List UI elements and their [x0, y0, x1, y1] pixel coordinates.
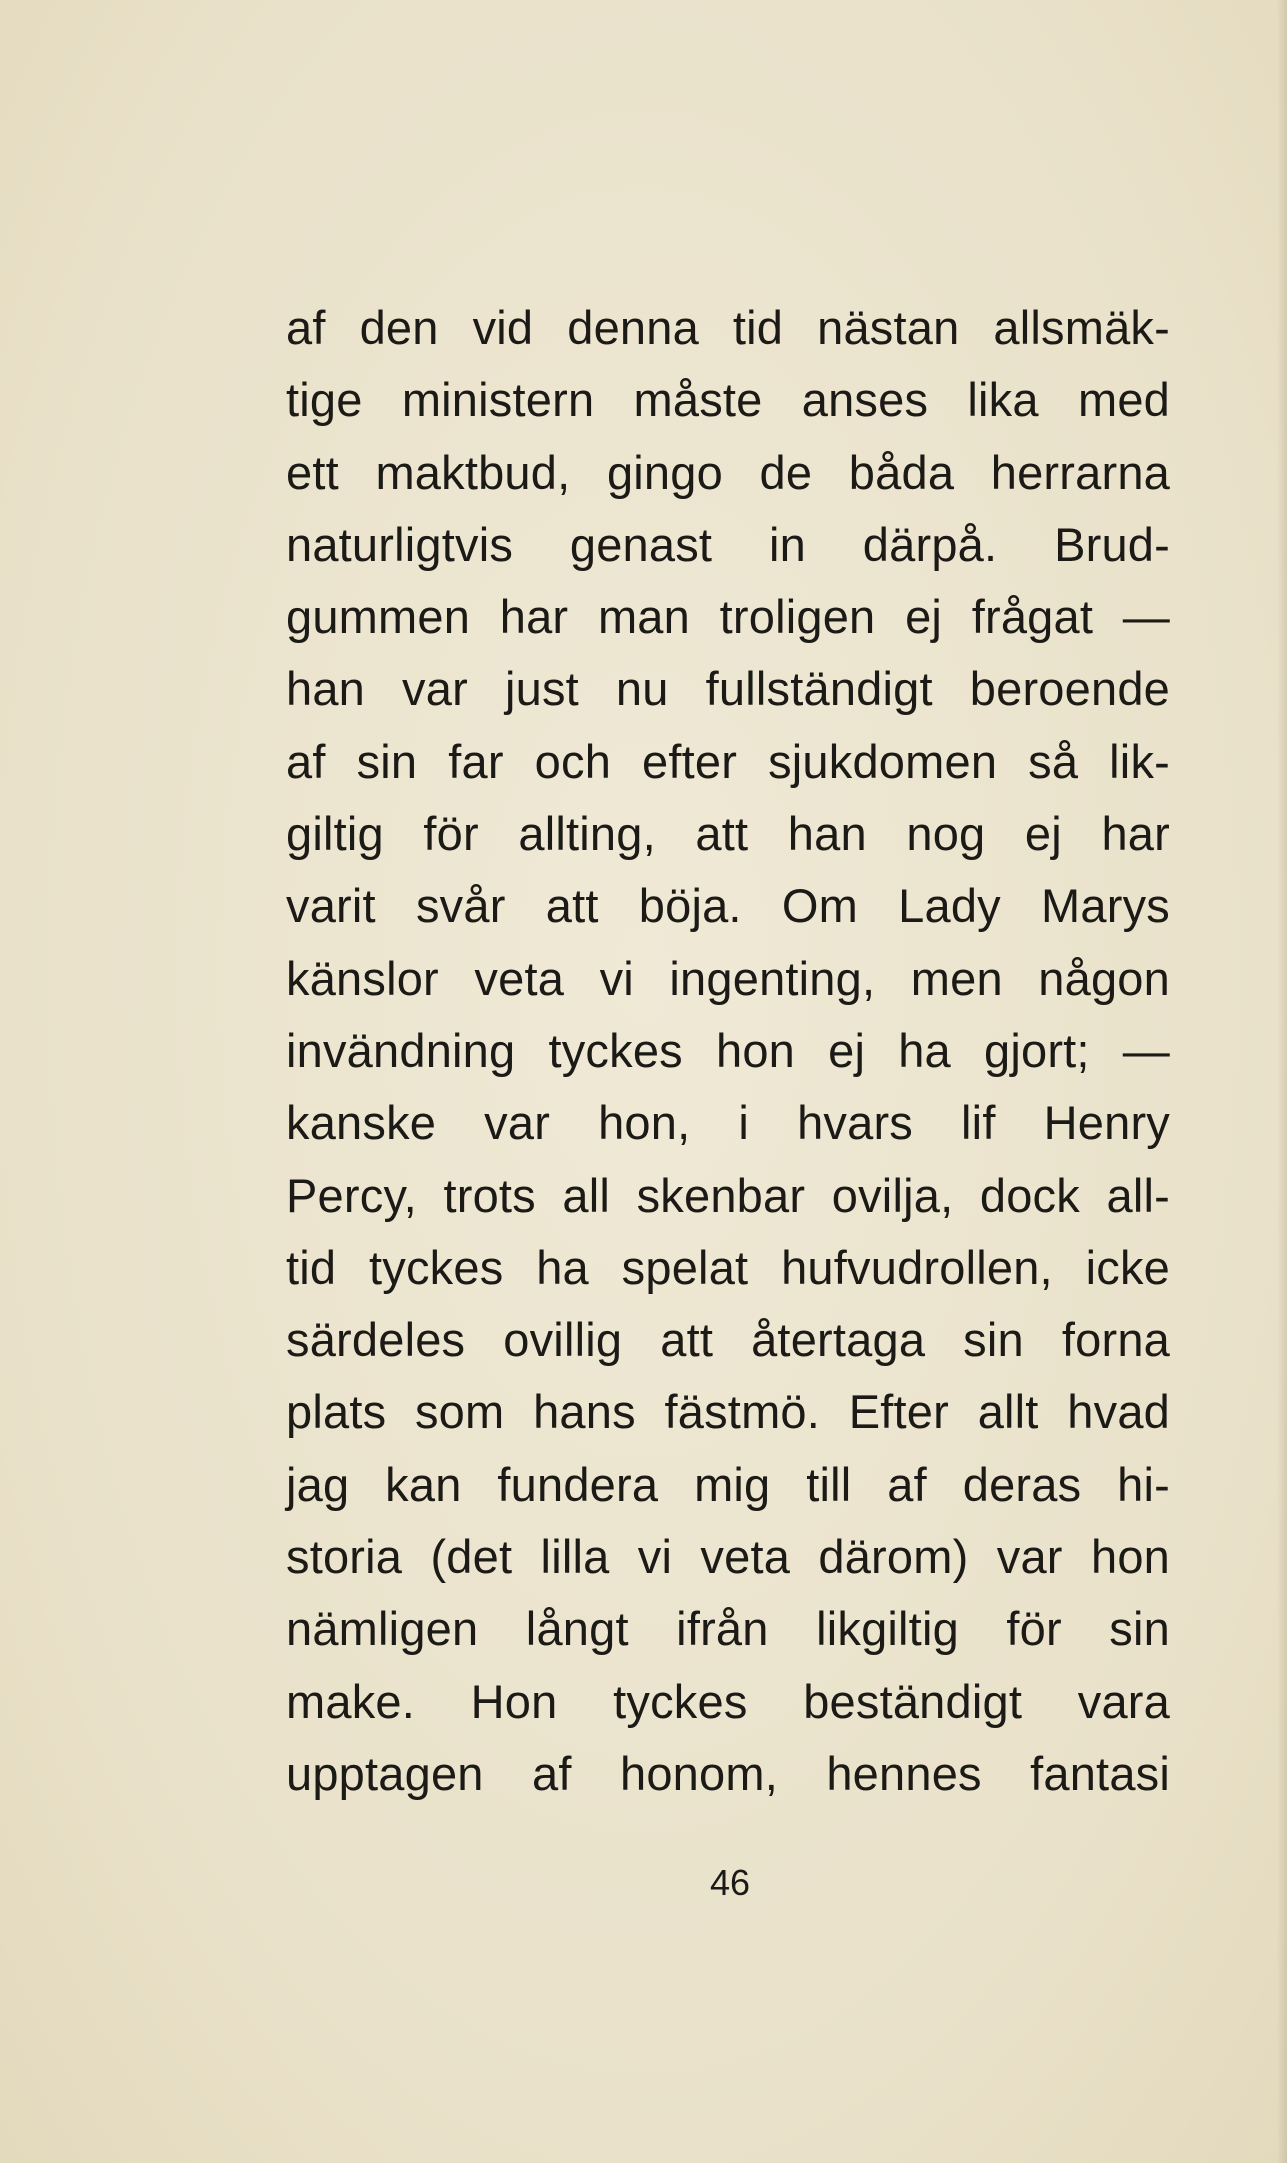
text-line: nämligen långt ifrån likgiltig för sin: [286, 1602, 1170, 1656]
text-line: plats som hans fästmö. Efter allt hvad: [286, 1385, 1170, 1439]
page-number: 46: [709, 1862, 751, 1903]
body-text: [286, 292, 1170, 1810]
text-line: storia (det lilla vi veta därom) var hon: [286, 1530, 1170, 1584]
text-line: Percy, trots all skenbar ovilja, dock all-: [286, 1168, 1170, 1222]
text-line: jag kan fundera mig till af deras hi-: [286, 1457, 1170, 1511]
text-line: varit svår att böja. Om Lady Marys: [286, 879, 1170, 933]
text-line: tige ministern måste anses lika med: [286, 373, 1170, 427]
text-line: kanske var hon, i hvars lif Henry: [286, 1096, 1170, 1150]
text-line: make. Hon tyckes beständigt vara: [286, 1674, 1170, 1728]
page-edge-shadow: [1277, 0, 1287, 2163]
text-line: gummen har man troligen ej frågat —: [286, 590, 1170, 644]
text-line: känslor veta vi ingenting, men någon: [286, 951, 1170, 1005]
text-line: giltig för allting, att han nog ej har: [286, 807, 1170, 861]
text-line: invändning tyckes hon ej ha gjort; —: [286, 1023, 1170, 1077]
text-line: af sin far och efter sjukdomen så lik-: [286, 734, 1170, 788]
text-line: naturligtvis genast in därpå. Brud-: [286, 517, 1170, 571]
text-line: af den vid denna tid nästan allsmäk-: [286, 301, 1170, 354]
text-line: särdeles ovillig att återtaga sin forna: [286, 1313, 1170, 1367]
text-line: tid tyckes ha spelat hufvudrollen, icke: [286, 1240, 1170, 1294]
text-line: upptagen af honom, hennes fantasi: [286, 1746, 1170, 1800]
text-line: ett maktbud, gingo de båda herrarna: [286, 445, 1170, 499]
text-line: han var just nu fullständigt beroende: [286, 662, 1170, 716]
